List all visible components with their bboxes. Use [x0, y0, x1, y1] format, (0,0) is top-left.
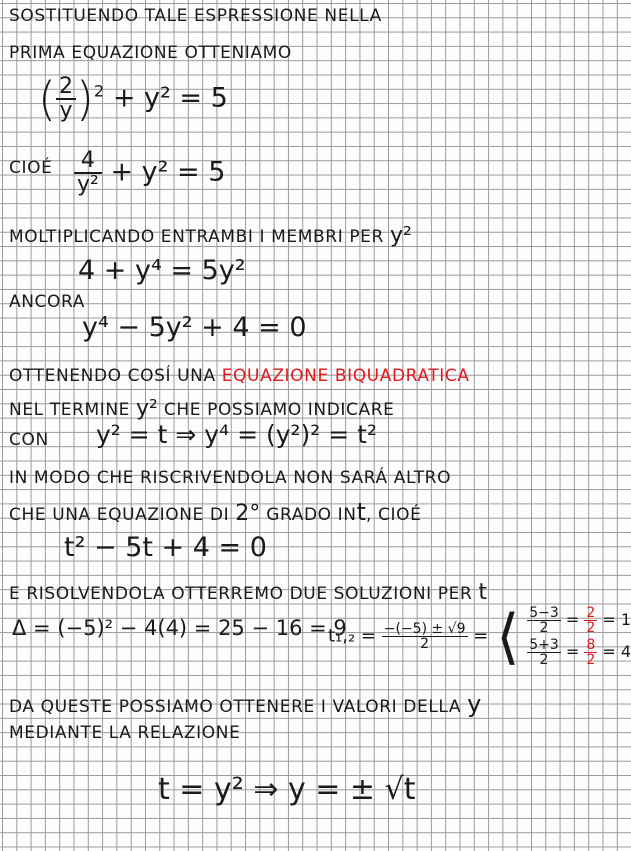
text-line: MEDIANTE LA RELAZIONE	[9, 723, 241, 743]
fraction-denominator: 2	[539, 620, 549, 636]
equation-6: t² − 5t + 4 = 0	[64, 532, 267, 563]
equation-4: y⁴ − 5y² + 4 = 0	[82, 312, 307, 343]
solution-formula: t₁,₂ = $\frac{-(-5) \pm √9}{2}$ = ⟨ $\frac{5-3}{2}$ = $\frac{2}{2}$ = 1 $\frac{5+3}{2}$ = $\frac{8}{2}$ = 4	[328, 601, 631, 672]
text-line	[9, 692, 481, 716]
fraction-numerator: 4	[74, 150, 102, 174]
text-span: OTTENENDO COSÍ UNA	[9, 366, 216, 386]
equation-1: ( $\frac{2}{y}$ )$^2$ + y² = 5	[38, 72, 228, 126]
text-line: PRIMA EQUAZIONE OTTENIAMO	[9, 43, 292, 63]
solution-case-1: $\frac{5-3}{2}$ = $\frac{2}{2}$ = 1	[529, 605, 631, 636]
delta-equation: Δ = (−5)² − 4(4) = 25 − 16 = 9	[12, 616, 347, 640]
equation-text: + y² = 5	[112, 82, 228, 114]
fraction-denominator: y²	[77, 172, 99, 197]
text-line: CON	[9, 430, 49, 450]
fraction-denominator: y	[59, 98, 73, 123]
text-span: GRADO IN	[266, 505, 357, 525]
equation-2	[74, 150, 225, 196]
text-line: IN MODO CHE RISCRIVENDOLA NON SARÁ ALTRO	[9, 468, 452, 488]
fraction-denominator: 2	[586, 652, 596, 668]
equation-3: 4 + y⁴ = 5y²	[78, 255, 246, 286]
text-line	[9, 500, 421, 525]
text-span: E RISOLVENDOLA OTTERREMO DUE SOLUZIONI PER	[9, 584, 473, 604]
text-line	[9, 225, 412, 247]
fraction-denominator: 2	[420, 636, 430, 652]
fraction-numerator: 2	[586, 605, 596, 621]
equation-text: = 4	[602, 642, 631, 661]
equation-text: t₁,₂ =	[328, 625, 377, 647]
math-inline: y²	[136, 396, 158, 421]
text-span: CHE UNA EQUAZIONE DI	[9, 505, 230, 525]
text-span: DA QUESTE POSSIAMO OTTENERE I VALORI DELLA	[9, 697, 462, 717]
equation-text: + y² = 5	[110, 156, 226, 188]
math-inline: y²	[389, 223, 412, 248]
math-inline: y	[467, 690, 482, 718]
solution-case-2: $\frac{5+3}{2}$ = $\frac{8}{2}$ = 4	[529, 637, 631, 668]
highlight-term: EQUAZIONE BIQUADRATICA	[221, 366, 470, 386]
text-line: ANCORA	[9, 292, 85, 312]
text-span: NEL TERMINE	[9, 400, 131, 420]
text-span: , CIOÉ	[366, 505, 422, 525]
fraction-numerator: 2	[56, 76, 76, 100]
math-inline: 2°	[235, 501, 261, 526]
fraction-numerator: 5+3	[529, 637, 559, 653]
fraction-numerator: 5−3	[529, 605, 559, 621]
fraction-denominator: 2	[586, 620, 596, 636]
text-line: CIOÉ	[9, 158, 53, 178]
text-line	[9, 368, 470, 385]
math-inline: t	[478, 580, 488, 605]
fraction-denominator: 2	[539, 652, 549, 668]
equation-7: t = y² ⇒ y = ± √t	[158, 772, 416, 807]
text-span: CHE POSSIAMO INDICARE	[163, 400, 395, 420]
fraction-numerator: −(−5) ± √9	[383, 621, 466, 637]
text-span: MOLTIPLICANDO ENTRAMBI I MEMBRI PER	[9, 227, 384, 247]
fraction-numerator: 8	[586, 637, 596, 653]
text-line: SOSTITUENDO TALE ESPRESSIONE NELLA	[9, 6, 382, 26]
math-inline: t	[356, 498, 366, 526]
text-line	[9, 582, 487, 604]
equation-5: y² = t ⇒ y⁴ = (y²)² = t²	[96, 420, 377, 449]
text-line	[9, 398, 395, 420]
equation-text: = 1	[602, 610, 631, 629]
